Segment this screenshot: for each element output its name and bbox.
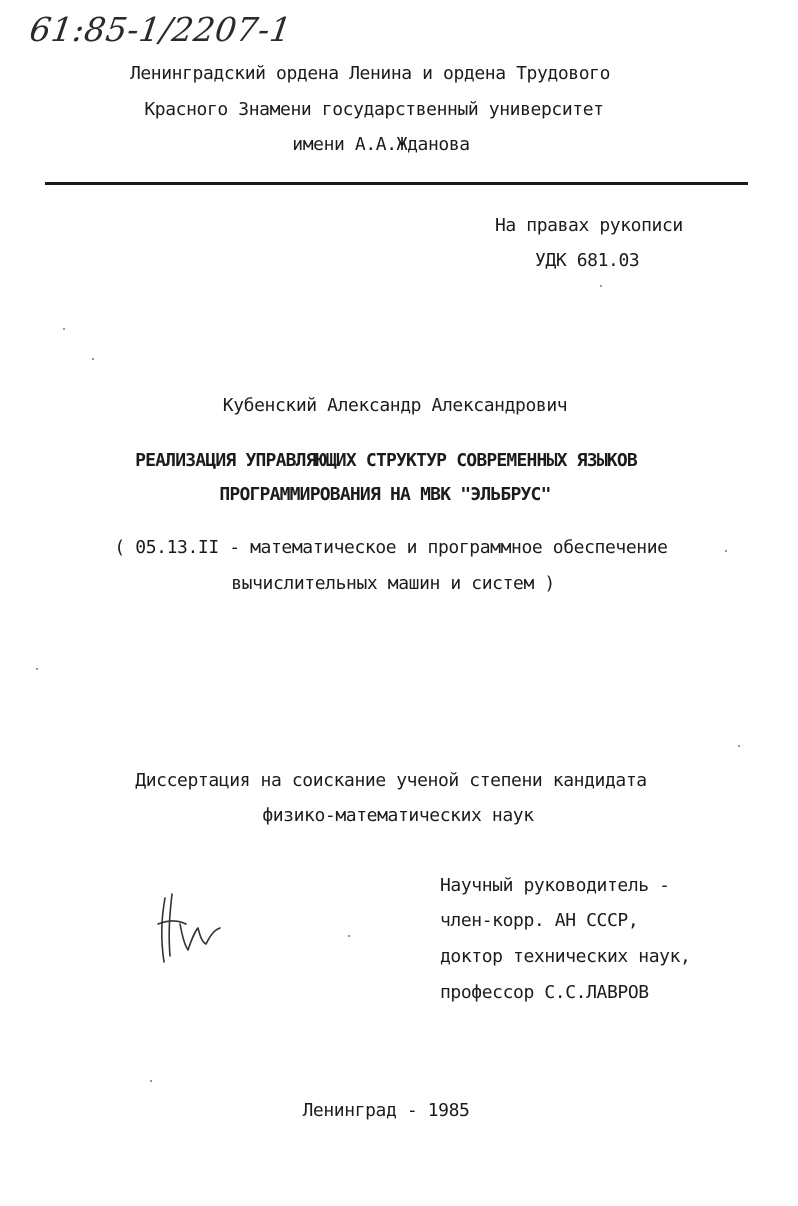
handwritten-archive-reference: 61:85-1/2207-1 (27, 10, 295, 49)
institution-line-3: имени А.А.Жданова (292, 134, 470, 155)
thesis-title-line-1: РЕАЛИЗАЦИЯ УПРАВЛЯЮЩИХ СТРУКТУР СОВРЕМЕННЫХ ЯЗЫКОВ (135, 450, 637, 471)
handwritten-signature (150, 890, 230, 970)
scan-speck (348, 935, 350, 937)
scan-speck (738, 745, 740, 747)
institution-line-2: Красного Знамени государственный университет (144, 99, 604, 120)
supervisor-line-1: Научный руководитель - (440, 875, 670, 896)
scan-speck (63, 328, 65, 330)
specialty-line-2: вычислительных машин и систем ) (231, 573, 555, 594)
scan-speck (36, 668, 38, 670)
supervisor-line-2: член-корр. АН СССР, (440, 910, 639, 931)
dissertation-line-2: физико-математических наук (262, 805, 534, 826)
manuscript-rights-note: На правах рукописи (495, 215, 683, 236)
author-name: Кубенский Александр Александрович (222, 395, 568, 416)
institution-line-1: Ленинградский ордена Ленина и ордена Трудового (129, 63, 611, 84)
dissertation-line-1: Диссертация на соискание ученой степени кандидата (135, 770, 647, 791)
place-and-year: Ленинград - 1985 (302, 1100, 470, 1121)
specialty-line-1: ( 05.13.II - математическое и программное обеспечение (114, 537, 668, 558)
scan-speck (600, 285, 602, 287)
header-divider (45, 182, 748, 185)
thesis-title-line-2: ПРОГРАММИРОВАНИЯ НА МВК "ЭЛЬБРУС" (219, 484, 551, 505)
scan-speck (725, 550, 727, 552)
supervisor-line-3: доктор технических наук, (440, 946, 691, 967)
scan-speck (150, 1080, 152, 1082)
scan-speck (92, 358, 94, 360)
udc-code: УДК 681.03 (535, 250, 640, 271)
supervisor-line-4: профессор С.С.ЛАВРОВ (440, 982, 649, 1003)
